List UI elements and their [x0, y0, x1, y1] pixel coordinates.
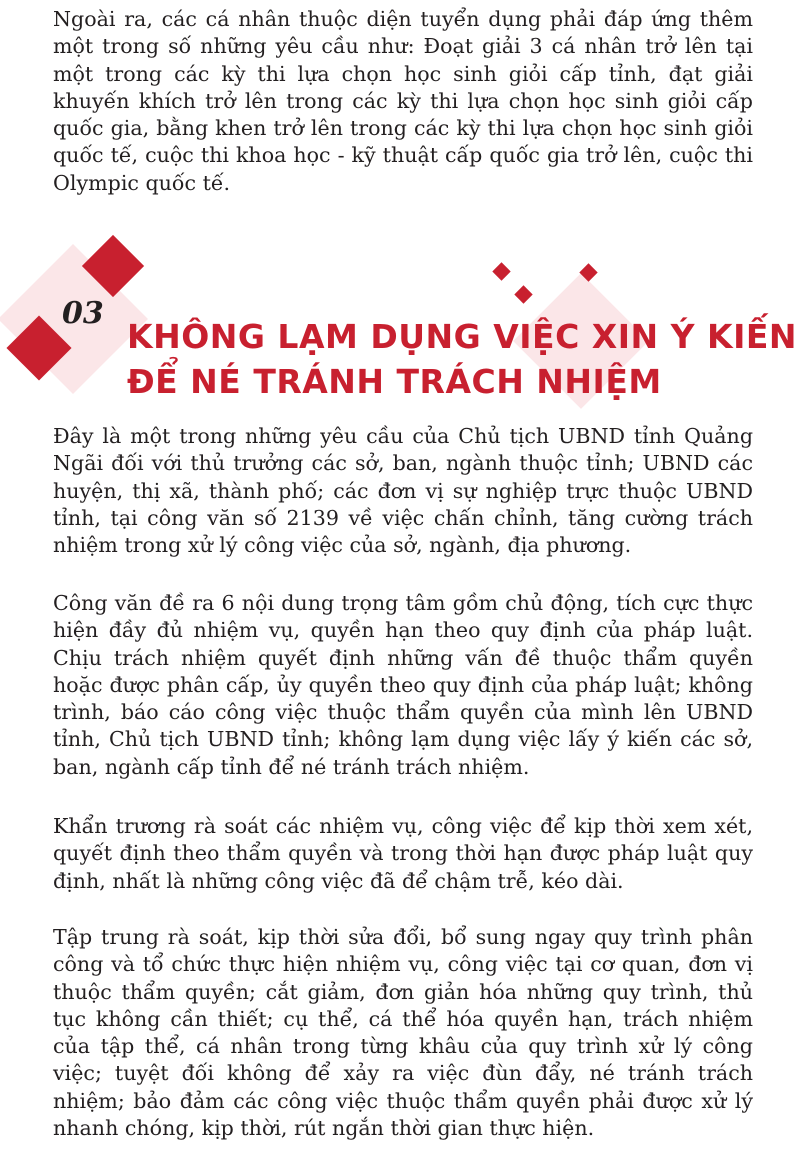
body-paragraph: Công văn đề ra 6 nội dung trọng tâm gồm chủ động, tích cực thực hiện đầy đủ nhiệm vụ, quyền hạn theo quy định của pháp luật. Chịu trách nhiệm quyết định những vấn đề thuộc thẩm quyền hoặc được phân cấp, ủy quyền theo quy định của pháp luật; không trình, báo cáo công việc thuộc thẩm quyền của mình lên UBND tỉnh, Chủ tịch UBND tỉnh; không lạm dụng việc lấy ý kiến các sở, ban, ngành cấp tỉnh để né tránh trách nhiệm. [53, 591, 753, 779]
section-title-line-2: ĐỂ NÉ TRÁNH TRÁCH NHIỆM [127, 362, 662, 401]
section-title [127, 314, 798, 404]
body-paragraph: Tập trung rà soát, kịp thời sửa đổi, bổ sung ngay quy trình phân công và tổ chức thực hiện nhiệm vụ, công việc tại cơ quan, đơn vị thuộc thẩm quyền; cắt giảm, đơn giản hóa những quy trình, thủ tục không cần thiết; cụ thể, cá thể hóa quyền hạn, trách nhiệm của tập thể, cá nhân trong từng khâu của quy trình xử lý công việc; tuyệt đối không để xảy ra việc đùn đẩy, né tránh trách nhiệm; bảo đảm các công việc thuộc thẩm quyền phải được xử lý nhanh chóng, kịp thời, rút ngắn thời gian thực hiện. [53, 925, 753, 1141]
intro-paragraph: Ngoài ra, các cá nhân thuộc diện tuyển dụng phải đáp ứng thêm một trong số những yêu cầu như: Đoạt giải 3 cá nhân trở lên tại một trong các kỳ thi lựa chọn học sinh giỏi cấp tỉnh, đạt giải khuyến khích trở lên trong các kỳ thi lựa chọn học sinh giỏi cấp quốc gia, bằng khen trở lên trong các kỳ thi lựa chọn học sinh giỏi quốc tế, cuộc thi khoa học - kỹ thuật cấp quốc gia trở lên, cuộc thi Olympic quốc tế. [53, 7, 753, 195]
section-number: 03 [62, 296, 104, 331]
section-title-line-1: KHÔNG LẠM DỤNG VIỆC XIN Ý KIẾN [127, 317, 798, 356]
body-paragraph: Khẩn trương rà soát các nhiệm vụ, công việc để kịp thời xem xét, quyết định theo thẩm quyền và trong thời hạn được pháp luật quy định, nhất là những công việc đã để chậm trễ, kéo dài. [53, 814, 753, 893]
red-diamond-small-1-decoration [492, 262, 510, 280]
red-diamond-small-2-decoration [514, 285, 532, 303]
section-header [0, 228, 800, 428]
body-paragraph: Đây là một trong những yêu cầu của Chủ tịch UBND tỉnh Quảng Ngãi đối với thủ trưởng các sở, ban, ngành thuộc tỉnh; UBND các huyện, thị xã, thành phố; các đơn vị sự nghiệp trực thuộc UBND tỉnh, tại công văn số 2139 về việc chấn chỉnh, tăng cường trách nhiệm trong xử lý công việc của sở, ngành, địa phương. [53, 424, 753, 558]
